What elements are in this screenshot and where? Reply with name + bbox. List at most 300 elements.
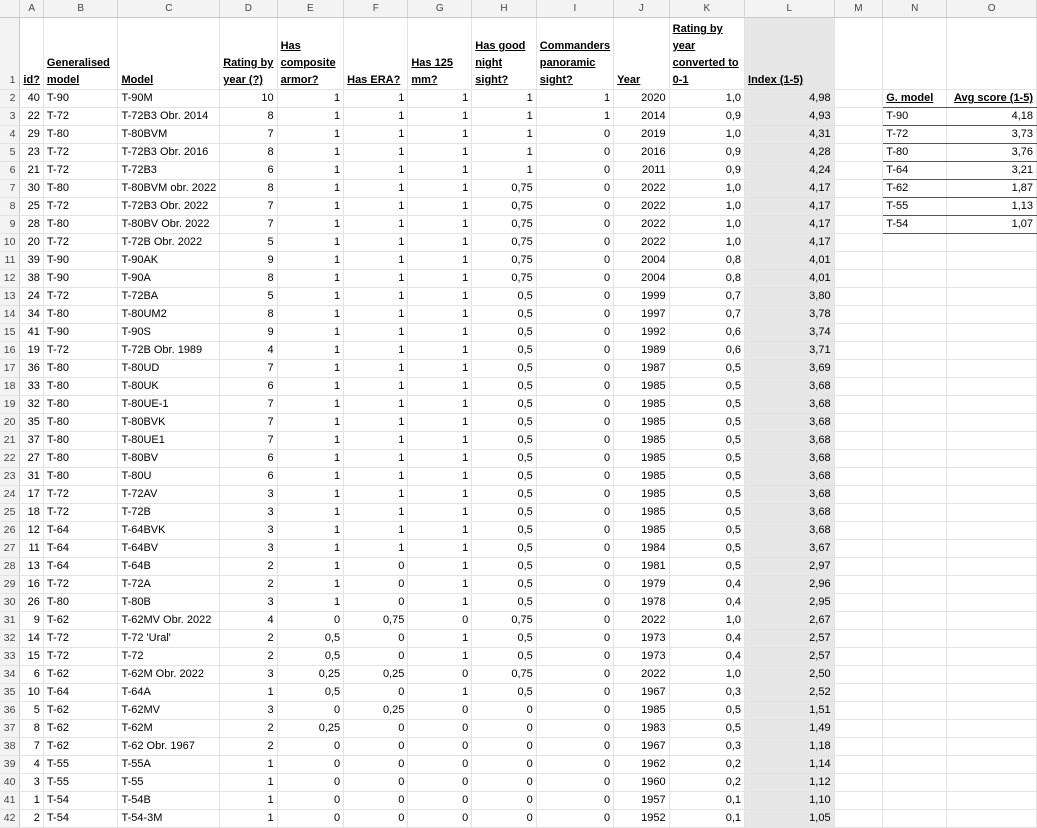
row-number[interactable]: 3 — [0, 108, 20, 126]
cell-125mm[interactable]: 1 — [408, 108, 472, 126]
cell-model[interactable]: T-80U — [118, 468, 220, 486]
cell-rating-converted[interactable]: 0,5 — [669, 468, 744, 486]
cell-panoramic-sight[interactable]: 0 — [536, 522, 613, 540]
empty-cell[interactable] — [834, 162, 883, 180]
empty-cell[interactable] — [883, 270, 947, 288]
cell-panoramic-sight[interactable]: 0 — [536, 414, 613, 432]
cell-year[interactable]: 2011 — [614, 162, 670, 180]
cell-125mm[interactable]: 1 — [408, 324, 472, 342]
cell-id[interactable]: 5 — [20, 702, 44, 720]
empty-cell[interactable] — [834, 270, 883, 288]
cell-panoramic-sight[interactable]: 0 — [536, 198, 613, 216]
cell-night-sight[interactable]: 0 — [472, 774, 537, 792]
cell-panoramic-sight[interactable]: 0 — [536, 126, 613, 144]
cell-era[interactable]: 0 — [344, 594, 408, 612]
row-number[interactable]: 10 — [0, 234, 20, 252]
cell-rating-converted[interactable]: 0,4 — [669, 630, 744, 648]
cell-125mm[interactable]: 1 — [408, 648, 472, 666]
cell-id[interactable]: 20 — [20, 234, 44, 252]
cell-composite-armor[interactable]: 1 — [277, 234, 344, 252]
empty-cell[interactable] — [947, 702, 1037, 720]
cell-model[interactable]: T-55 — [118, 774, 220, 792]
cell-composite-armor[interactable]: 1 — [277, 324, 344, 342]
cell-125mm[interactable]: 0 — [408, 810, 472, 828]
cell-year[interactable]: 1952 — [614, 810, 670, 828]
empty-cell[interactable] — [834, 324, 883, 342]
summary-score[interactable]: 3,21 — [947, 162, 1037, 180]
empty-cell[interactable] — [834, 414, 883, 432]
cell-composite-armor[interactable]: 1 — [277, 108, 344, 126]
cell-year[interactable]: 1960 — [614, 774, 670, 792]
cell-night-sight[interactable]: 0,5 — [472, 522, 537, 540]
cell-rating-converted[interactable]: 1,0 — [669, 180, 744, 198]
cell-night-sight[interactable]: 0,75 — [472, 198, 537, 216]
cell-rating-converted[interactable]: 0,4 — [669, 594, 744, 612]
cell-night-sight[interactable]: 0,75 — [472, 252, 537, 270]
cell-composite-armor[interactable]: 0 — [277, 792, 344, 810]
cell-rating[interactable]: 5 — [220, 288, 277, 306]
row-number[interactable]: 15 — [0, 324, 20, 342]
empty-cell[interactable] — [883, 324, 947, 342]
cell-rating[interactable]: 6 — [220, 468, 277, 486]
cell-rating-converted[interactable]: 0,1 — [669, 792, 744, 810]
empty-cell[interactable] — [883, 252, 947, 270]
cell-rating[interactable]: 8 — [220, 108, 277, 126]
row-number[interactable]: 40 — [0, 774, 20, 792]
cell-model[interactable]: T-64A — [118, 684, 220, 702]
empty-cell[interactable] — [834, 90, 883, 108]
empty-cell[interactable] — [883, 432, 947, 450]
cell-model[interactable]: T-80UE-1 — [118, 396, 220, 414]
empty-cell[interactable] — [947, 648, 1037, 666]
cell-rating-converted[interactable]: 0,9 — [669, 144, 744, 162]
cell-era[interactable]: 1 — [344, 432, 408, 450]
cell-night-sight[interactable]: 0 — [472, 702, 537, 720]
cell-night-sight[interactable]: 0,5 — [472, 432, 537, 450]
cell-id[interactable]: 11 — [20, 540, 44, 558]
cell-composite-armor[interactable]: 1 — [277, 450, 344, 468]
cell-model[interactable]: T-80B — [118, 594, 220, 612]
empty-cell[interactable] — [834, 522, 883, 540]
row-number[interactable]: 34 — [0, 666, 20, 684]
cell-125mm[interactable]: 1 — [408, 540, 472, 558]
cell-index[interactable]: 1,12 — [745, 774, 835, 792]
cell-generalised-model[interactable]: T-90 — [43, 324, 118, 342]
cell-panoramic-sight[interactable]: 0 — [536, 720, 613, 738]
empty-cell[interactable] — [947, 234, 1037, 252]
empty-cell[interactable] — [947, 558, 1037, 576]
cell-composite-armor[interactable]: 1 — [277, 504, 344, 522]
empty-cell[interactable] — [834, 810, 883, 828]
empty-cell[interactable] — [834, 702, 883, 720]
cell-night-sight[interactable]: 0,5 — [472, 306, 537, 324]
cell-night-sight[interactable]: 0 — [472, 720, 537, 738]
cell-panoramic-sight[interactable]: 0 — [536, 774, 613, 792]
cell-index[interactable]: 3,68 — [745, 450, 835, 468]
cell-year[interactable]: 1985 — [614, 522, 670, 540]
cell-id[interactable]: 13 — [20, 558, 44, 576]
cell-composite-armor[interactable]: 1 — [277, 360, 344, 378]
cell-rating-converted[interactable]: 0,6 — [669, 342, 744, 360]
empty-cell[interactable] — [883, 720, 947, 738]
empty-cell[interactable] — [883, 504, 947, 522]
empty-cell[interactable] — [947, 540, 1037, 558]
cell-rating[interactable]: 1 — [220, 792, 277, 810]
cell-model[interactable]: T-62M — [118, 720, 220, 738]
cell-index[interactable]: 4,24 — [745, 162, 835, 180]
cell-composite-armor[interactable]: 1 — [277, 342, 344, 360]
cell-rating-converted[interactable]: 1,0 — [669, 666, 744, 684]
row-number[interactable]: 20 — [0, 414, 20, 432]
cell-panoramic-sight[interactable]: 0 — [536, 396, 613, 414]
cell-id[interactable]: 2 — [20, 810, 44, 828]
cell-generalised-model[interactable]: T-72 — [43, 162, 118, 180]
empty-cell[interactable] — [883, 594, 947, 612]
cell-composite-armor[interactable]: 0 — [277, 738, 344, 756]
cell-id[interactable]: 21 — [20, 162, 44, 180]
cell-composite-armor[interactable]: 0 — [277, 756, 344, 774]
empty-cell[interactable] — [947, 306, 1037, 324]
cell-index[interactable]: 2,67 — [745, 612, 835, 630]
empty-cell[interactable] — [834, 720, 883, 738]
empty-cell[interactable] — [834, 306, 883, 324]
cell-generalised-model[interactable]: T-90 — [43, 90, 118, 108]
cell-id[interactable]: 12 — [20, 522, 44, 540]
empty-cell[interactable] — [834, 288, 883, 306]
cell-rating-converted[interactable]: 0,5 — [669, 504, 744, 522]
cell-id[interactable]: 27 — [20, 450, 44, 468]
cell-night-sight[interactable]: 0 — [472, 810, 537, 828]
cell-year[interactable]: 1985 — [614, 432, 670, 450]
cell-panoramic-sight[interactable]: 1 — [536, 90, 613, 108]
cell-125mm[interactable]: 1 — [408, 360, 472, 378]
cell-generalised-model[interactable]: T-72 — [43, 648, 118, 666]
row-number[interactable]: 8 — [0, 198, 20, 216]
cell-index[interactable]: 4,01 — [745, 252, 835, 270]
cell-model[interactable]: T-72B3 Obr. 2014 — [118, 108, 220, 126]
column-header-a[interactable]: A — [20, 0, 44, 18]
empty-cell[interactable] — [834, 144, 883, 162]
row-number[interactable]: 37 — [0, 720, 20, 738]
cell-125mm[interactable]: 0 — [408, 774, 472, 792]
empty-cell[interactable] — [834, 396, 883, 414]
summary-model[interactable]: T-55 — [883, 198, 947, 216]
cell-composite-armor[interactable]: 0 — [277, 774, 344, 792]
cell-model[interactable]: T-80UD — [118, 360, 220, 378]
row-number[interactable]: 29 — [0, 576, 20, 594]
cell-panoramic-sight[interactable]: 0 — [536, 144, 613, 162]
cell-composite-armor[interactable]: 0,5 — [277, 648, 344, 666]
summary-model[interactable]: T-62 — [883, 180, 947, 198]
cell-year[interactable]: 2022 — [614, 198, 670, 216]
cell-generalised-model[interactable]: T-72 — [43, 288, 118, 306]
cell-model[interactable]: T-64B — [118, 558, 220, 576]
cell-index[interactable]: 1,18 — [745, 738, 835, 756]
cell-composite-armor[interactable]: 1 — [277, 90, 344, 108]
cell-year[interactable]: 2022 — [614, 216, 670, 234]
cell-year[interactable]: 1957 — [614, 792, 670, 810]
cell-rating[interactable]: 8 — [220, 270, 277, 288]
cell-composite-armor[interactable]: 1 — [277, 216, 344, 234]
header-125mm[interactable]: Has 125 mm? — [408, 18, 472, 90]
summary-score[interactable]: 1,13 — [947, 198, 1037, 216]
cell-era[interactable]: 0 — [344, 774, 408, 792]
cell-index[interactable]: 3,68 — [745, 396, 835, 414]
cell-night-sight[interactable]: 0,5 — [472, 342, 537, 360]
cell-panoramic-sight[interactable]: 0 — [536, 324, 613, 342]
empty-cell[interactable] — [947, 468, 1037, 486]
cell-model[interactable]: T-72A — [118, 576, 220, 594]
cell-panoramic-sight[interactable]: 0 — [536, 666, 613, 684]
cell-year[interactable]: 1962 — [614, 756, 670, 774]
cell-index[interactable]: 1,05 — [745, 810, 835, 828]
row-number[interactable]: 23 — [0, 468, 20, 486]
cell-panoramic-sight[interactable]: 0 — [536, 540, 613, 558]
empty-cell[interactable] — [834, 252, 883, 270]
cell-model[interactable]: T-90S — [118, 324, 220, 342]
cell-model[interactable]: T-72B3 Obr. 2022 — [118, 198, 220, 216]
cell-era[interactable]: 0 — [344, 738, 408, 756]
cell-model[interactable]: T-64BV — [118, 540, 220, 558]
cell-125mm[interactable]: 1 — [408, 288, 472, 306]
cell-era[interactable]: 1 — [344, 342, 408, 360]
cell-rating[interactable]: 6 — [220, 162, 277, 180]
cell-125mm[interactable]: 1 — [408, 162, 472, 180]
cell-125mm[interactable]: 1 — [408, 198, 472, 216]
empty-cell[interactable] — [883, 378, 947, 396]
cell-rating-converted[interactable]: 0,5 — [669, 540, 744, 558]
cell-generalised-model[interactable]: T-64 — [43, 540, 118, 558]
cell-night-sight[interactable]: 0,75 — [472, 234, 537, 252]
cell-rating-converted[interactable]: 0,5 — [669, 378, 744, 396]
cell-generalised-model[interactable]: T-64 — [43, 522, 118, 540]
cell-generalised-model[interactable]: T-80 — [43, 126, 118, 144]
cell-125mm[interactable]: 1 — [408, 144, 472, 162]
cell-era[interactable]: 1 — [344, 468, 408, 486]
cell-generalised-model[interactable]: T-90 — [43, 252, 118, 270]
cell-id[interactable]: 39 — [20, 252, 44, 270]
cell-era[interactable]: 1 — [344, 144, 408, 162]
cell-rating-converted[interactable]: 0,2 — [669, 756, 744, 774]
cell-model[interactable]: T-72B3 Obr. 2016 — [118, 144, 220, 162]
cell-index[interactable]: 1,49 — [745, 720, 835, 738]
cell-rating[interactable]: 7 — [220, 414, 277, 432]
empty-cell[interactable] — [947, 450, 1037, 468]
cell-night-sight[interactable]: 0,5 — [472, 288, 537, 306]
cell-generalised-model[interactable]: T-72 — [43, 234, 118, 252]
cell-era[interactable]: 0,75 — [344, 612, 408, 630]
cell-rating[interactable]: 4 — [220, 612, 277, 630]
row-number[interactable]: 31 — [0, 612, 20, 630]
cell-index[interactable]: 4,28 — [745, 144, 835, 162]
summary-model[interactable]: T-80 — [883, 144, 947, 162]
cell-generalised-model[interactable]: T-80 — [43, 216, 118, 234]
cell-night-sight[interactable]: 0,75 — [472, 666, 537, 684]
cell-rating-converted[interactable]: 0,5 — [669, 450, 744, 468]
cell-panoramic-sight[interactable]: 0 — [536, 288, 613, 306]
empty-cell[interactable] — [834, 126, 883, 144]
cell-panoramic-sight[interactable]: 0 — [536, 648, 613, 666]
empty-cell[interactable] — [883, 342, 947, 360]
cell-125mm[interactable]: 1 — [408, 306, 472, 324]
cell-rating[interactable]: 7 — [220, 126, 277, 144]
column-header-f[interactable]: F — [344, 0, 408, 18]
cell-rating-converted[interactable]: 1,0 — [669, 198, 744, 216]
column-header-d[interactable]: D — [220, 0, 277, 18]
cell-id[interactable]: 9 — [20, 612, 44, 630]
cell-index[interactable]: 4,17 — [745, 198, 835, 216]
cell-generalised-model[interactable]: T-55 — [43, 774, 118, 792]
cell-panoramic-sight[interactable]: 0 — [536, 630, 613, 648]
cell-year[interactable]: 1967 — [614, 684, 670, 702]
cell-rating-converted[interactable]: 0,4 — [669, 648, 744, 666]
cell-year[interactable]: 1985 — [614, 702, 670, 720]
cell-125mm[interactable]: 0 — [408, 612, 472, 630]
cell-era[interactable]: 1 — [344, 324, 408, 342]
cell-era[interactable]: 1 — [344, 396, 408, 414]
empty-cell[interactable] — [947, 270, 1037, 288]
cell-composite-armor[interactable]: 1 — [277, 522, 344, 540]
cell-id[interactable]: 3 — [20, 774, 44, 792]
cell-generalised-model[interactable]: T-72 — [43, 108, 118, 126]
cell-era[interactable]: 0 — [344, 756, 408, 774]
empty-cell[interactable] — [883, 792, 947, 810]
cell-generalised-model[interactable]: T-72 — [43, 576, 118, 594]
empty-cell[interactable] — [834, 648, 883, 666]
cell-rating-converted[interactable]: 0,3 — [669, 738, 744, 756]
cell-composite-armor[interactable]: 0 — [277, 810, 344, 828]
cell-125mm[interactable]: 0 — [408, 720, 472, 738]
cell-rating-converted[interactable]: 0,9 — [669, 162, 744, 180]
summary-score[interactable]: 1,87 — [947, 180, 1037, 198]
cell-era[interactable]: 1 — [344, 216, 408, 234]
column-header-o[interactable]: O — [947, 0, 1037, 18]
cell-rating-converted[interactable]: 0,5 — [669, 432, 744, 450]
cell-rating-converted[interactable]: 0,9 — [669, 108, 744, 126]
cell-rating[interactable]: 7 — [220, 216, 277, 234]
empty-cell[interactable] — [834, 18, 883, 90]
cell-rating[interactable]: 10 — [220, 90, 277, 108]
row-number[interactable]: 42 — [0, 810, 20, 828]
cell-era[interactable]: 1 — [344, 486, 408, 504]
cell-id[interactable]: 36 — [20, 360, 44, 378]
empty-cell[interactable] — [947, 396, 1037, 414]
empty-cell[interactable] — [883, 396, 947, 414]
cell-id[interactable]: 28 — [20, 216, 44, 234]
cell-rating[interactable]: 3 — [220, 702, 277, 720]
cell-model[interactable]: T-72AV — [118, 486, 220, 504]
cell-panoramic-sight[interactable]: 0 — [536, 234, 613, 252]
cell-night-sight[interactable]: 0,5 — [472, 504, 537, 522]
cell-era[interactable]: 0 — [344, 810, 408, 828]
cell-rating-converted[interactable]: 0,8 — [669, 270, 744, 288]
cell-panoramic-sight[interactable]: 0 — [536, 450, 613, 468]
cell-id[interactable]: 22 — [20, 108, 44, 126]
cell-125mm[interactable]: 1 — [408, 234, 472, 252]
cell-125mm[interactable]: 1 — [408, 216, 472, 234]
cell-generalised-model[interactable]: T-62 — [43, 738, 118, 756]
cell-panoramic-sight[interactable]: 0 — [536, 558, 613, 576]
cell-panoramic-sight[interactable]: 0 — [536, 342, 613, 360]
empty-cell[interactable] — [834, 558, 883, 576]
row-number[interactable]: 11 — [0, 252, 20, 270]
cell-generalised-model[interactable]: T-72 — [43, 504, 118, 522]
cell-era[interactable]: 1 — [344, 504, 408, 522]
cell-year[interactable]: 1985 — [614, 396, 670, 414]
empty-cell[interactable] — [947, 432, 1037, 450]
cell-generalised-model[interactable]: T-55 — [43, 756, 118, 774]
cell-era[interactable]: 0 — [344, 648, 408, 666]
cell-year[interactable]: 1973 — [614, 648, 670, 666]
cell-rating-converted[interactable]: 0,1 — [669, 810, 744, 828]
cell-model[interactable]: T-80BVK — [118, 414, 220, 432]
cell-year[interactable]: 1985 — [614, 378, 670, 396]
cell-index[interactable]: 2,57 — [745, 648, 835, 666]
empty-cell[interactable] — [947, 774, 1037, 792]
cell-panoramic-sight[interactable]: 0 — [536, 306, 613, 324]
cell-panoramic-sight[interactable]: 1 — [536, 108, 613, 126]
cell-night-sight[interactable]: 0,5 — [472, 414, 537, 432]
cell-rating[interactable]: 9 — [220, 324, 277, 342]
cell-night-sight[interactable]: 0,5 — [472, 486, 537, 504]
row-number[interactable]: 12 — [0, 270, 20, 288]
cell-era[interactable]: 1 — [344, 270, 408, 288]
row-number[interactable]: 14 — [0, 306, 20, 324]
cell-id[interactable]: 29 — [20, 126, 44, 144]
cell-125mm[interactable]: 1 — [408, 90, 472, 108]
cell-generalised-model[interactable]: T-62 — [43, 702, 118, 720]
cell-model[interactable]: T-64BVK — [118, 522, 220, 540]
empty-cell[interactable] — [834, 540, 883, 558]
cell-index[interactable]: 3,68 — [745, 486, 835, 504]
cell-panoramic-sight[interactable]: 0 — [536, 702, 613, 720]
summary-model[interactable]: T-64 — [883, 162, 947, 180]
cell-model[interactable]: T-80UK — [118, 378, 220, 396]
cell-model[interactable]: T-72BA — [118, 288, 220, 306]
cell-panoramic-sight[interactable]: 0 — [536, 504, 613, 522]
cell-model[interactable]: T-72B3 — [118, 162, 220, 180]
row-number[interactable]: 28 — [0, 558, 20, 576]
cell-index[interactable]: 2,95 — [745, 594, 835, 612]
empty-cell[interactable] — [947, 414, 1037, 432]
row-number[interactable]: 6 — [0, 162, 20, 180]
cell-id[interactable]: 10 — [20, 684, 44, 702]
cell-index[interactable]: 1,10 — [745, 792, 835, 810]
cell-model[interactable]: T-72 'Ural' — [118, 630, 220, 648]
cell-generalised-model[interactable]: T-72 — [43, 144, 118, 162]
cell-night-sight[interactable]: 0,5 — [472, 468, 537, 486]
empty-cell[interactable] — [834, 738, 883, 756]
empty-cell[interactable] — [883, 486, 947, 504]
row-number[interactable]: 22 — [0, 450, 20, 468]
empty-cell[interactable] — [883, 288, 947, 306]
empty-cell[interactable] — [947, 810, 1037, 828]
cell-night-sight[interactable]: 0,5 — [472, 450, 537, 468]
summary-header-score[interactable]: Avg score (1-5) — [947, 90, 1037, 108]
cell-id[interactable]: 41 — [20, 324, 44, 342]
cell-index[interactable]: 3,68 — [745, 432, 835, 450]
cell-rating-converted[interactable]: 0,5 — [669, 522, 744, 540]
empty-cell[interactable] — [883, 630, 947, 648]
cell-id[interactable]: 32 — [20, 396, 44, 414]
cell-125mm[interactable]: 0 — [408, 792, 472, 810]
cell-panoramic-sight[interactable]: 0 — [536, 378, 613, 396]
cell-index[interactable]: 4,17 — [745, 180, 835, 198]
cell-index[interactable]: 2,50 — [745, 666, 835, 684]
cell-era[interactable]: 1 — [344, 162, 408, 180]
cell-rating[interactable]: 7 — [220, 198, 277, 216]
cell-composite-armor[interactable]: 1 — [277, 126, 344, 144]
